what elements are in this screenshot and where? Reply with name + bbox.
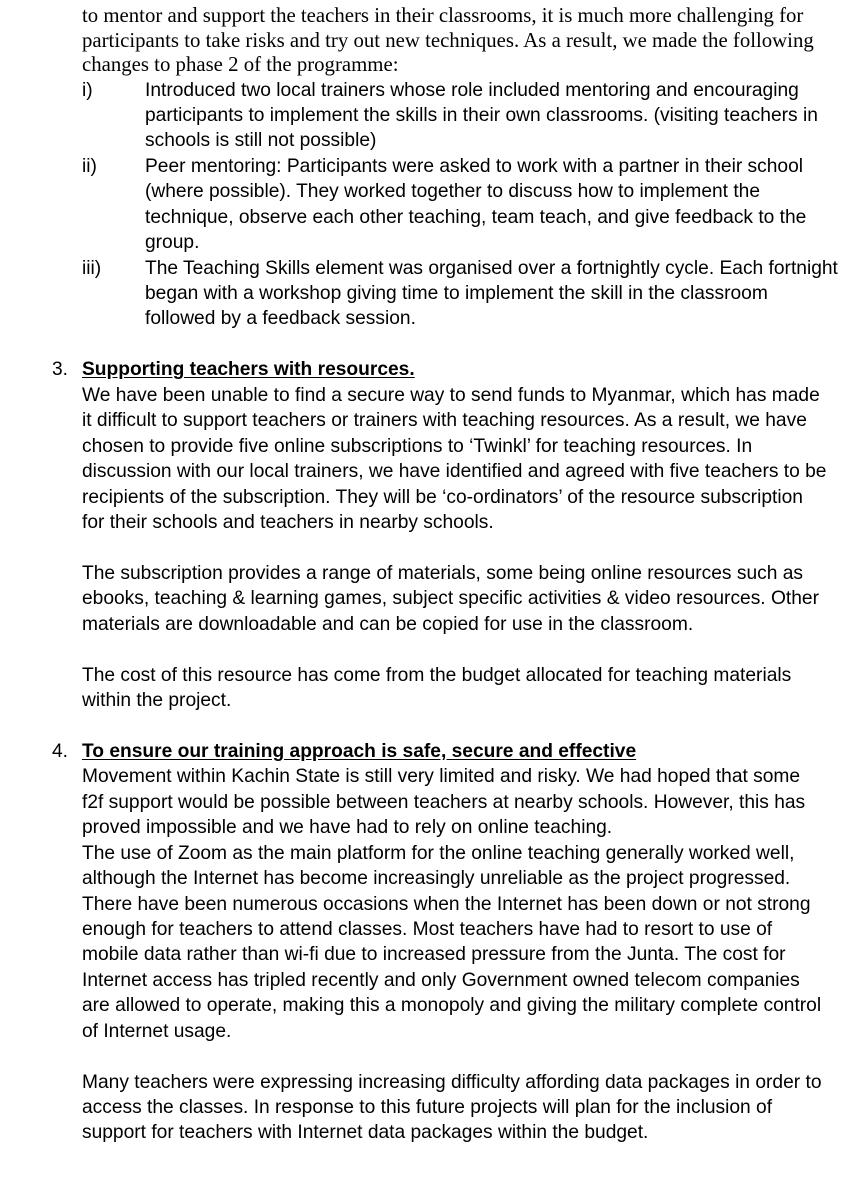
- text-line: support for teachers with Internet data packages within the budget.: [82, 1122, 649, 1144]
- text-line: f2f support would be possible between teachers at nearby schools. However, this has: [82, 791, 806, 813]
- section-number: 3.: [52, 359, 69, 381]
- list-item-text: [145, 78, 818, 154]
- text-line: Peer mentoring: Participants were asked to work with a partner in their school: [145, 155, 804, 177]
- list-marker: ii): [82, 155, 97, 177]
- section-4: [0, 739, 865, 1146]
- paragraph: [82, 383, 865, 536]
- text-line: technique, observe each other teaching, team teach, and give feedback to the: [145, 206, 807, 228]
- text-line: participants to take risks and try out new techniques. As a result, we made the following: [82, 28, 814, 52]
- text-line: group.: [145, 232, 200, 254]
- text-line: The Teaching Skills element was organised over a fortnightly cycle. Each fortnight: [145, 257, 838, 279]
- paragraph-spacer: [0, 1044, 865, 1069]
- text-line: (where possible). They worked together to discuss how to implement the: [145, 181, 761, 203]
- text-line: ebooks, teaching & learning games, subject specific activities & video resources. Other: [82, 588, 819, 610]
- text-line: access the classes. In response to this future projects will plan for the inclusion of: [82, 1097, 773, 1118]
- text-line: enough for teachers to attend classes. Most teachers have had to resort to use of: [82, 918, 773, 940]
- list-item-text: [145, 256, 838, 332]
- text-line: although the Internet has become increasingly unreliable as the project progressed.: [82, 868, 791, 890]
- text-line: There have been numerous occasions when the Internet has been down or not strong: [82, 893, 811, 915]
- text-line: schools is still not possible): [145, 130, 377, 152]
- intro-continuation: [82, 4, 865, 78]
- text-line: Many teachers were expressing increasing difficulty affording data packages in order to: [82, 1071, 822, 1093]
- text-line: followed by a feedback session.: [145, 308, 416, 330]
- text-line: materials are downloadable and can be copied for use in the classroom.: [82, 613, 694, 635]
- text-line: began with a workshop giving time to implement the skill in the classroom: [145, 283, 768, 304]
- text-line: it difficult to support teachers or trainers with teaching resources. As a result, we have: [82, 410, 807, 432]
- text-line: Movement within Kachin State is still very limited and risky. We had hoped that some: [82, 766, 801, 788]
- text-line: We have been unable to find a secure way to send funds to Myanmar, which has made: [82, 384, 820, 406]
- text-line: Introduced two local trainers whose role included mentoring and encouraging: [145, 79, 799, 101]
- list-marker: i): [82, 79, 93, 101]
- paragraph: [82, 764, 865, 1044]
- list-item-i: [0, 78, 865, 154]
- list-item-ii: [0, 154, 865, 256]
- paragraph-spacer: [0, 535, 865, 560]
- text-line: recipients of the subscription. They will be ‘co-ordinators’ of the resource subscription: [82, 486, 803, 508]
- paragraph: [82, 1070, 865, 1146]
- section-heading-row: [0, 739, 865, 764]
- text-line: Internet access has tripled recently and only Government owned telecom companies: [82, 969, 800, 991]
- text-line: The cost of this resource has come from the budget allocated for teaching materials: [82, 664, 792, 686]
- changes-list: [0, 78, 865, 1146]
- section-heading-row: [0, 357, 865, 382]
- text-line: to mentor and support the teachers in their classrooms, it is much more challenging for: [82, 4, 804, 27]
- paragraph: [82, 561, 865, 637]
- text-line: participants to implement the skills in their own classrooms. (visiting teachers in: [145, 104, 818, 126]
- text-line: changes to phase 2 of the programme:: [82, 53, 399, 76]
- text-line: mobile data rather than wi-fi due to increased pressure from the Junta. The cost for: [82, 944, 786, 966]
- paragraph-spacer: [0, 713, 865, 738]
- text-line: The use of Zoom as the main platform for the online teaching generally worked well,: [82, 842, 795, 864]
- section-heading: To ensure our training approach is safe, secure and effective: [82, 740, 637, 762]
- text-line: for their schools and teachers in nearby schools.: [82, 511, 494, 533]
- list-marker: iii): [82, 257, 102, 279]
- text-line: The subscription provides a range of materials, some being online resources such as: [82, 562, 803, 584]
- paragraph-spacer: [0, 637, 865, 662]
- text-line: of Internet usage.: [82, 1020, 232, 1042]
- paragraph: [82, 663, 865, 714]
- section-heading: Supporting teachers with resources.: [82, 359, 415, 381]
- list-item-text: [145, 154, 806, 256]
- text-line: are allowed to operate, making this a monopoly and giving the military complete control: [82, 995, 822, 1017]
- text-line: proved impossible and we have had to rely on online teaching.: [82, 817, 613, 839]
- section-number: 4.: [52, 740, 69, 762]
- text-line: discussion with our local trainers, we have identified and agreed with five teachers to be: [82, 461, 827, 483]
- section-3: [0, 357, 865, 713]
- text-line: within the project.: [82, 690, 232, 711]
- text-line: chosen to provide five online subscriptions to ‘Twinkl’ for teaching resources. In: [82, 435, 753, 457]
- list-item-iii: [0, 256, 865, 332]
- paragraph-spacer: [0, 332, 865, 357]
